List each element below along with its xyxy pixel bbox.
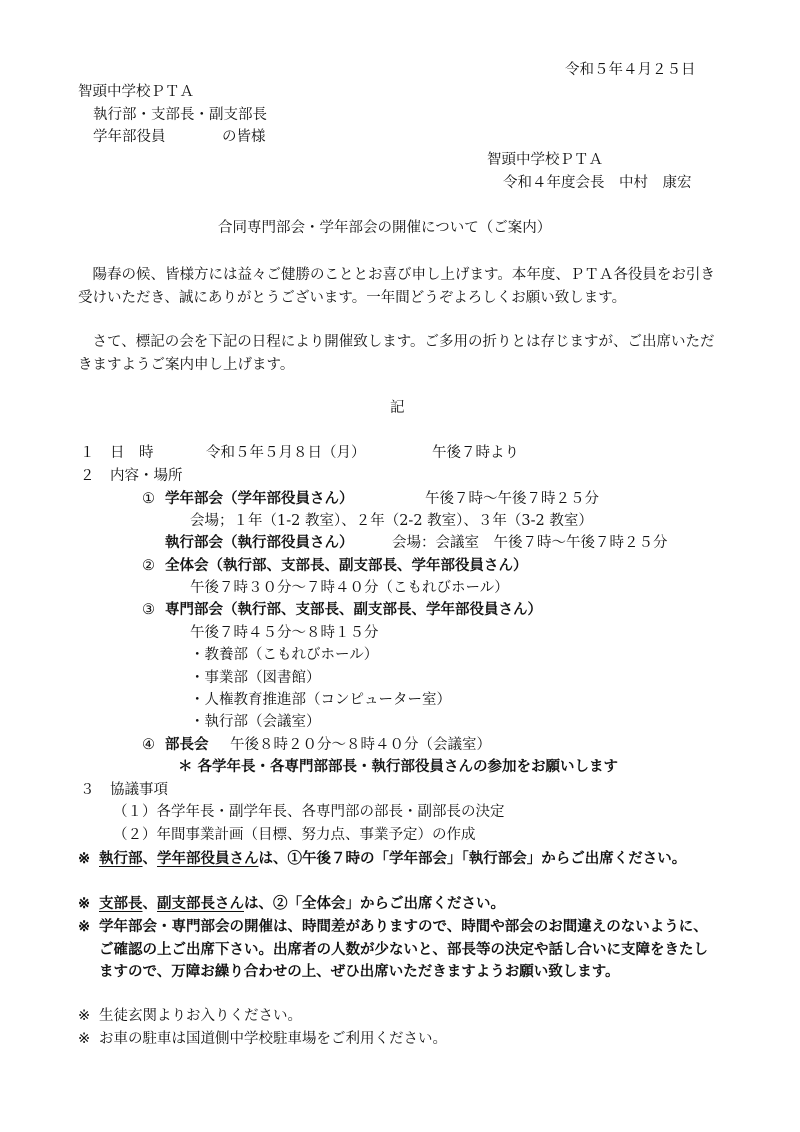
item1-time: 午後７時より bbox=[432, 445, 519, 461]
note-mark: ※ bbox=[78, 895, 91, 912]
s3-room: ・事業部（図書館） bbox=[190, 670, 321, 686]
s2-title: 全体会（執行部、支部長、副支部長、学年部役員さん） bbox=[165, 557, 528, 574]
recipient-line1: 執行部・支部長・副支部長 bbox=[93, 107, 267, 123]
note-mark: ※ bbox=[78, 918, 91, 935]
recipient-role: 学年部役員 bbox=[93, 129, 166, 145]
intro-paragraph-1: 陽春の候、皆様方には益々ご健勝のこととお喜び申し上げます。本年度、ＰＴＡ各役員をお引き受けいただき、誠にありがとうございます。一年間どうぞよろしくお願い致します。 bbox=[78, 267, 715, 306]
note-3: ※ 学年部会・専門部会の開催は、時間差がありますので、時間や部会のお間違えのないように、ご確認の上ご出席下さい。出席者の人数が少ないと、部長等の決定や話し合いに支障をきたしますので、万障お繰り合わせの上、ぜひ出席いただきますようお願い致します。 bbox=[78, 918, 708, 980]
s2-mark: ② bbox=[142, 558, 155, 574]
note-2: ※ 支部長、副支部長さんは、②「全体会」からご出席ください。 bbox=[78, 893, 718, 916]
item2-label: 内容・場所 bbox=[110, 468, 183, 484]
item3-topic: （１）各学年長・副学年長、各専門部の部長・副部長の決定 bbox=[113, 804, 505, 820]
note-2-emph-a: 支部長 bbox=[99, 895, 143, 912]
s4-note: ＊ 各学年長・各専門部部長・執行部役員さんの参加をお願いします bbox=[178, 758, 619, 775]
note-2-emph-b: 副支部長さん bbox=[157, 895, 244, 912]
note-mark: ※ bbox=[78, 1008, 91, 1024]
note-1-emph-b: 学年部役員さん bbox=[157, 850, 259, 867]
item1-label: 日 時 bbox=[110, 445, 154, 461]
document-title: 合同専門部会・学年部会の開催について（ご案内） bbox=[218, 220, 552, 236]
item3-number: ３ bbox=[80, 782, 95, 798]
note-mark: ※ bbox=[78, 850, 91, 867]
recipient-org: 智頭中学校ＰＴＡ bbox=[78, 84, 194, 100]
note-4: ※ 生徒玄関よりお入りください。 bbox=[78, 1005, 718, 1028]
item2-number: ２ bbox=[80, 468, 95, 484]
sender-org: 智頭中学校ＰＴＡ bbox=[487, 152, 603, 168]
intro-paragraph-2: さて、標記の会を下記の日程により開催致します。ご多用の折りとは存じますが、ご出席いただきますようご案内申し上げます。 bbox=[78, 334, 715, 373]
item1-number: １ bbox=[80, 445, 95, 461]
note-1-emph-a: 執行部 bbox=[99, 850, 143, 867]
sender-title: 令和４年度会長 中村 康宏 bbox=[503, 175, 692, 191]
s1-mark: ① bbox=[142, 491, 155, 507]
document-date: 令和５年４月２５日 bbox=[565, 62, 696, 78]
ki-heading: 記 bbox=[390, 400, 405, 416]
s1-sub-title: 執行部会（執行部役員さん） bbox=[165, 534, 354, 551]
item3-topic: （２）年間事業計画（目標、努力点、事業予定）の作成 bbox=[113, 827, 476, 843]
note-1: ※ 執行部、学年部役員さんは、①午後７時の「学年部会」「執行部会」からご出席ください。 bbox=[78, 848, 718, 871]
s3-room: ・教養部（こもれびホール） bbox=[190, 647, 379, 663]
s3-room: ・執行部（会議室） bbox=[190, 714, 321, 730]
note-5: ※ お車の駐車は国道側中学校駐車場をご利用ください。 bbox=[78, 1028, 718, 1051]
s4-mark: ④ bbox=[142, 737, 155, 753]
note-mark: ※ bbox=[78, 1031, 91, 1047]
recipient-suffix: の皆様 bbox=[222, 129, 266, 145]
s1-venue: 会場；１年（1-2 教室）、２年（2-2 教室）、３年（3-2 教室） bbox=[190, 513, 593, 529]
item1-date: 令和５年５月８日（月） bbox=[206, 445, 366, 461]
s3-room: ・人権教育推進部（コンピューター室） bbox=[190, 692, 451, 708]
s4-time: 午後８時２０分～８時４０分（会議室） bbox=[230, 737, 491, 753]
item3-label: 協議事項 bbox=[110, 782, 168, 798]
s3-time: 午後７時４５分～８時１５分 bbox=[190, 625, 379, 641]
s3-title: 専門部会（執行部、支部長、副支部長、学年部役員さん） bbox=[165, 601, 542, 618]
s1-time: 午後７時～午後７時２５分 bbox=[425, 491, 599, 507]
s2-time: 午後７時３０分～７時４０分（こもれびホール） bbox=[190, 580, 509, 596]
s1-sub-detail: 会場：会議室 午後７時～午後７時２５分 bbox=[392, 535, 668, 551]
s4-title: 部長会 bbox=[165, 736, 209, 753]
s1-title: 学年部会（学年部役員さん） bbox=[165, 490, 354, 507]
s3-mark: ③ bbox=[142, 602, 155, 618]
